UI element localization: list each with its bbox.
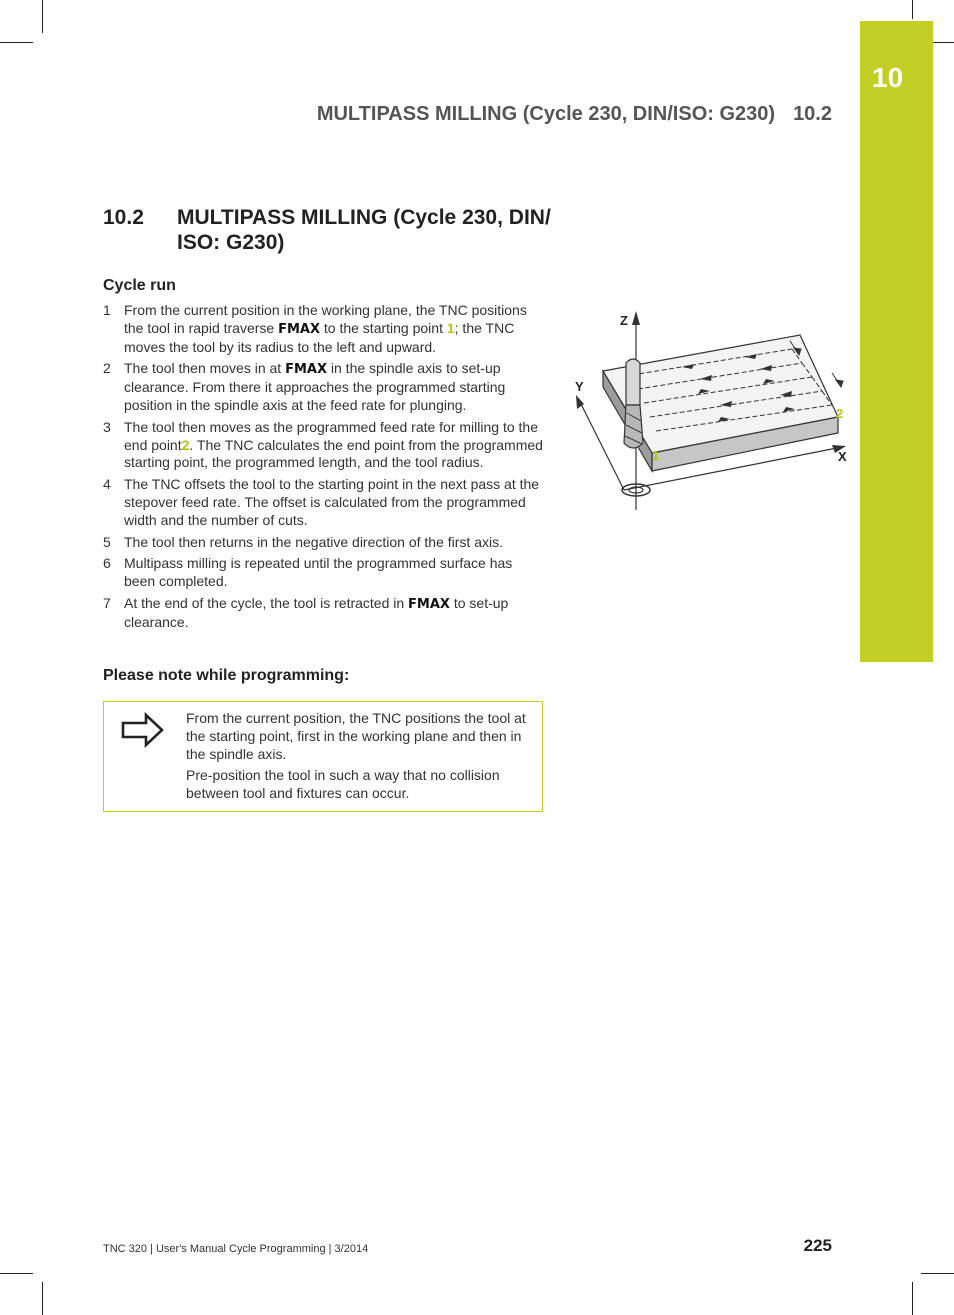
axis-label-z: Z: [620, 313, 628, 328]
crop-mark: [0, 1273, 33, 1274]
step-number: 3: [103, 418, 111, 435]
cycle-run-steps: [103, 302, 543, 636]
footer-text: TNC 320 | User's Manual Cycle Programming | 3/2014: [103, 1243, 369, 1255]
running-head-section: 10.2: [793, 103, 832, 125]
step-text: The tool then moves as the programmed feed rate for milling to the end point: [124, 418, 538, 453]
section-number: 10.2: [103, 206, 144, 229]
step-keyword: FMAX: [285, 362, 327, 378]
note-heading: Please note while programming:: [103, 667, 350, 684]
arrow-right-icon: [120, 710, 168, 755]
step-point-ref: 2: [181, 436, 190, 453]
running-head: [300, 103, 832, 126]
list-item: [103, 534, 543, 552]
end-mill-tool-icon: [624, 359, 643, 448]
list-item: [103, 555, 543, 591]
step-text: The tool then returns in the negative direction of the first axis.: [124, 533, 503, 550]
axis-label-y: Y: [575, 379, 584, 394]
point-label-1: 1: [652, 448, 660, 463]
step-text: to the starting point: [320, 319, 447, 336]
crop-mark: [42, 1282, 43, 1315]
z-axis-arrowhead: [632, 311, 640, 325]
step-keyword: FMAX: [408, 596, 450, 612]
chapter-tab: [860, 21, 933, 662]
crop-mark: [912, 0, 913, 19]
list-item: [103, 419, 543, 472]
list-item: [103, 595, 543, 632]
section-title: [103, 205, 553, 255]
step-text: in the spindle axis to set-up clearance. From there it approaches the programmed starting position in the spindle axis at the feed rate for plunging.: [124, 360, 506, 413]
crop-mark: [0, 42, 33, 43]
step-number: 7: [103, 594, 111, 611]
list-item: [103, 302, 543, 356]
step-number: 6: [103, 555, 111, 572]
crop-mark: [912, 1282, 913, 1315]
point-label-2: 2: [836, 406, 844, 421]
chapter-number: 10: [872, 62, 904, 93]
step-text: From the current position in the working plane, the TNC positions the tool in rapid traverse: [124, 302, 527, 336]
step-text: Multipass milling is repeated until the programmed surface has been completed.: [124, 555, 513, 590]
step-text: At the end of the cycle, the tool is retracted in: [124, 594, 409, 611]
note-text: [186, 710, 536, 807]
crop-mark: [921, 1273, 954, 1274]
axis-label-x: X: [838, 449, 847, 464]
note-paragraph: Pre-position the tool in such a way that no collision between tool and fixtures can occur.: [186, 767, 500, 802]
step-text: ; the TNC moves the tool by its radius to the left and upward.: [124, 319, 515, 355]
page-number: 225: [803, 1236, 832, 1255]
note-box: [103, 701, 543, 812]
step-number: 1: [103, 302, 111, 318]
step-text: The TNC offsets the tool to the starting point in the next pass at the stepover feed rate. The offset is calculated from the programmed width and the number of cuts.: [124, 476, 540, 528]
section-title-text: MULTIPASS MILLING (Cycle 230, DIN/ ISO: G230): [177, 206, 551, 254]
step-keyword: FMAX: [278, 321, 320, 337]
cycle-run-heading: Cycle run: [103, 277, 176, 294]
list-item: [103, 476, 543, 529]
multipass-milling-diagram: [570, 305, 860, 515]
running-head-title: MULTIPASS MILLING (Cycle 230, DIN/ISO: G230): [316, 103, 776, 125]
step-number: 2: [103, 360, 111, 377]
step-text: The tool then moves in at: [124, 360, 286, 377]
step-text: to set-up clearance.: [124, 594, 509, 630]
crop-mark: [42, 0, 43, 33]
note-paragraph: From the current position, the TNC positions the tool at the starting point, first in the working plane and then in the spindle axis.: [186, 710, 526, 762]
step-text: . The TNC calculates the end point from the programmed starting point, the programmed length, and the tool radius.: [124, 436, 543, 471]
step-number: 5: [103, 533, 111, 550]
step-point-ref: 1: [446, 319, 455, 336]
step-number: 4: [103, 476, 111, 493]
list-item: [103, 360, 543, 414]
